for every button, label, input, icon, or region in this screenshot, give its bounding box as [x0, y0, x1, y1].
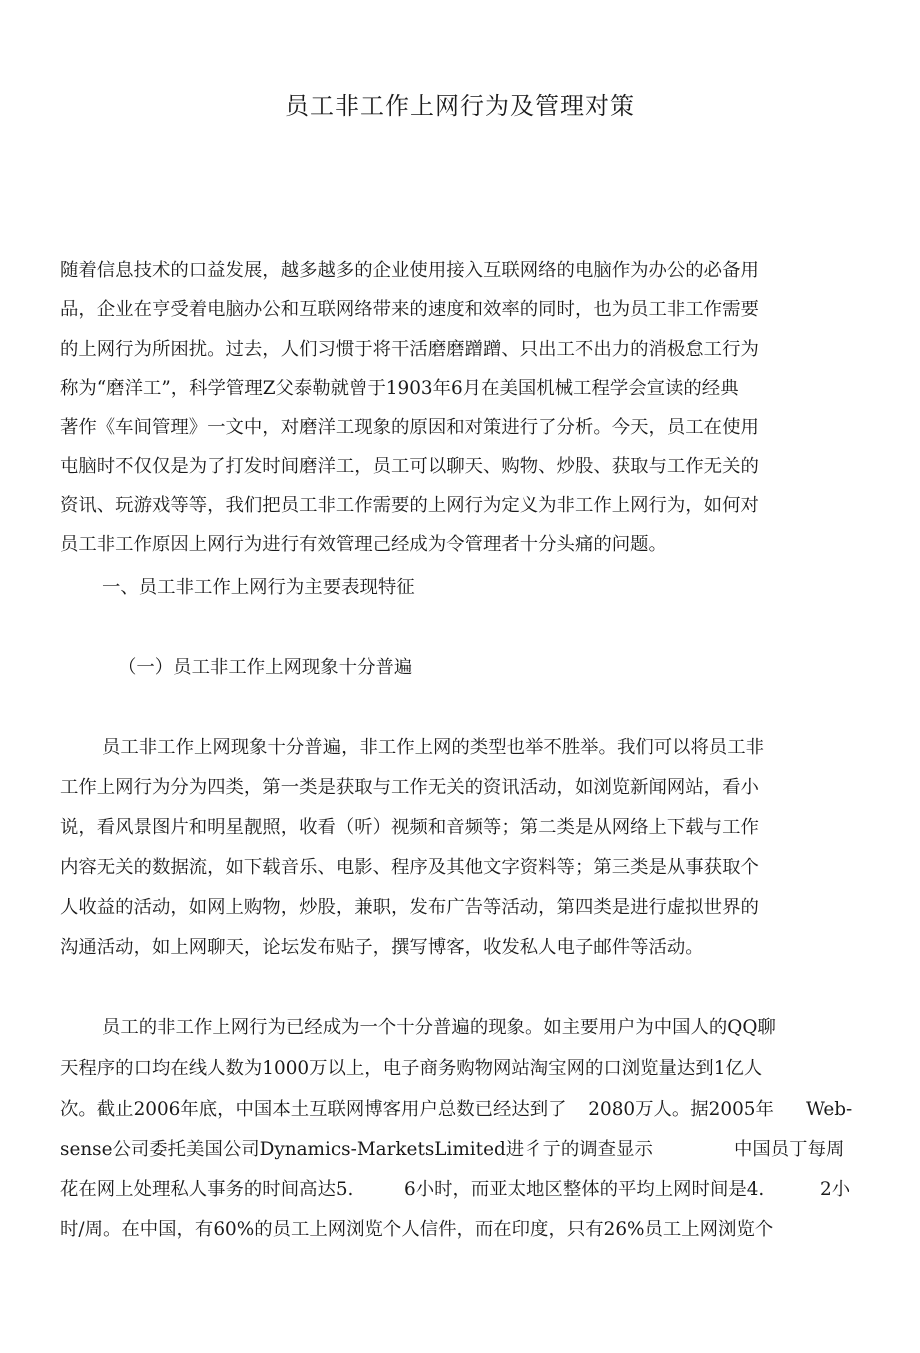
text-line: 著作《车间管理》一文中，对磨洋工现象的原因和对策进行了分析。今天，员工在使用 — [60, 417, 759, 438]
text-line: 天程序的口均在线人数为1000万以上，电子商务购物网站淘宝网的口浏览量达到1亿人 — [60, 1058, 763, 1079]
text-line: 的上网行为所困扰。过去，人们习惯于将干活磨磨蹭蹭、只出工不出力的消极怠工行为 — [60, 339, 759, 360]
text-line: 内容无关的数据流，如下载音乐、电影、程序及其他文字资料等；第三类是从事获取个 — [60, 857, 759, 878]
text-line: 员工非工作上网现象十分普遍，非工作上网的类型也举不胜举。我们可以将员工非 — [102, 737, 765, 758]
document-title: 员工非工作上网行为及管理对策 — [285, 92, 635, 120]
text-line: 品，企业在亨受着电脑办公和互联网络带来的速度和效率的同时，也为员工非工作需要 — [60, 299, 759, 320]
text-line — [60, 1098, 774, 1122]
text-line: sense公司委托美国公司Dynamics-MarketsLimited进彳亍的调查显示 — [60, 1139, 653, 1160]
text-line: 称为“磨洋工”，科学管理Z父泰勒就曾于1903年6月在美国机械工程学会宣读的经典 — [60, 378, 739, 399]
text-line: 资讯、玩游戏等等，我们把员工非工作需要的上网行为定义为非工作上网行为，如何对 — [60, 495, 759, 516]
text-line: 员工非工作原因上网行为进行有效管理己经成为令管理者十分头痛的问题。 — [60, 534, 667, 555]
text-segment: 2080万人。据2005年 — [588, 1099, 774, 1120]
text-line: 时/周。在中国，有60%的员工上网浏览个人信件，而在印度，只有26%员工上网浏览个 — [60, 1219, 774, 1240]
section-heading: 一、员工非工作上网行为主要表现特征 — [102, 577, 415, 598]
text-line: 人收益的活动，如网上购物，炒股，兼职，发布广告等活动，第四类是进行虚拟世界的 — [60, 897, 759, 918]
text-segment: 6小时，而亚太地区整体的平均上网时间是4. — [404, 1179, 765, 1200]
text-line: 说，看风景图片和明星靓照，收看（听）视频和音频等；第二类是从网络上下载与工作 — [60, 817, 759, 838]
text-line: 随着信息技术的口益发展，越多越多的企业使用接入互联网络的电脑作为办公的必备用 — [60, 260, 759, 281]
subsection-heading: （一）员工非工作上网现象十分普遍 — [118, 657, 413, 678]
text-line: 沟通活动，如上网聊天，论坛发布贴子，撰写博客，收发私人电子邮件等活动。 — [60, 937, 704, 958]
text-segment: 中国员丁每周 — [734, 1139, 845, 1160]
text-line: 工作上网行为分为四类，第一类是获取与工作无关的资讯活动，如浏览新闻网站，看小 — [60, 777, 759, 798]
text-line: 员工的非工作上网行为已经成为一个十分普遍的现象。如主要用户为中国人的QQ聊 — [102, 1017, 776, 1038]
text-line: 花在网上处理私人事务的时间高达5. — [60, 1179, 354, 1200]
text-segment: 2小 — [820, 1179, 851, 1200]
text-segment: Web- — [806, 1099, 853, 1120]
text-segment: 次。截止2006年底，中国本土互联网博客用户总数已经达到了 — [60, 1099, 567, 1120]
text-line: 屯脑时不仅仅是为了打发时间磨洋工，员工可以聊天、购物、炒股、获取与工作无关的 — [60, 456, 759, 477]
